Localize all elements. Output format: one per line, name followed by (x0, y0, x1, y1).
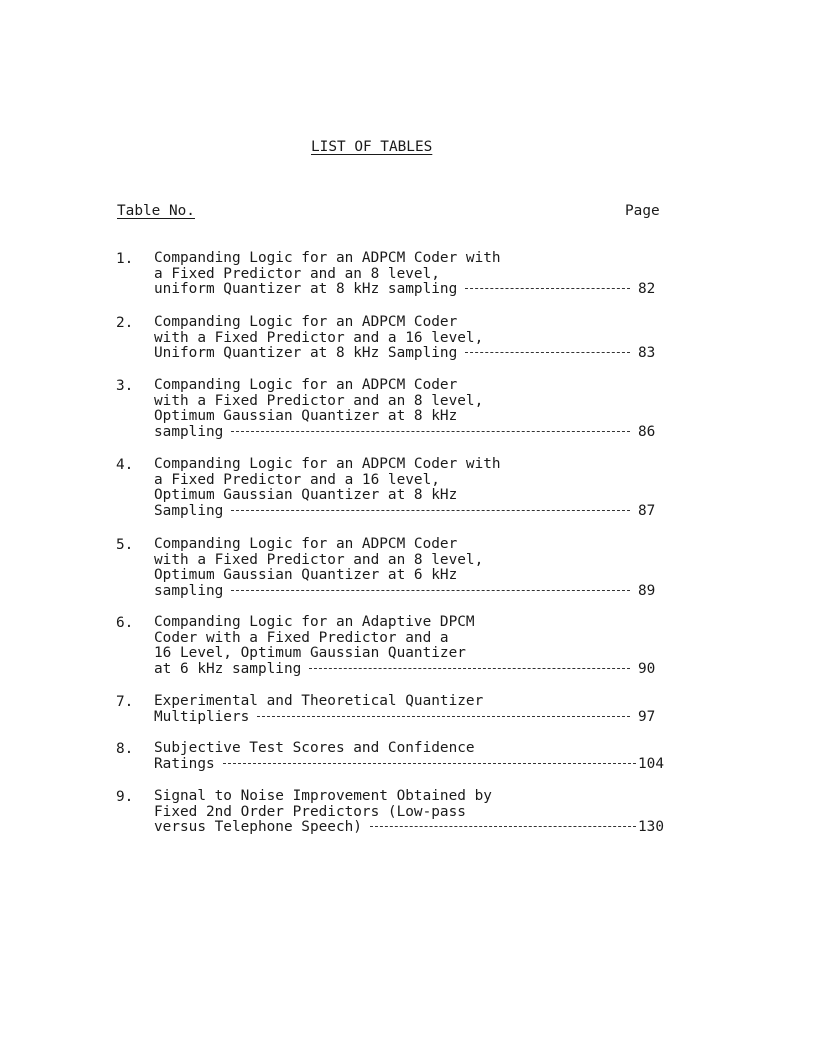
entry-caption (154, 537, 676, 599)
caption-line: Subjective Test Scores and Confidence (154, 740, 475, 756)
caption-line: sampling (154, 423, 224, 440)
entry-number: 4. (116, 457, 134, 473)
entry-caption (154, 694, 676, 725)
dot-leader (257, 714, 630, 717)
caption-line: Optimum Gaussian Quantizer at 6 kHz (154, 567, 458, 584)
page-number: 89 (638, 582, 656, 599)
entry-caption (154, 378, 676, 440)
caption-last-line (154, 662, 676, 678)
page-title: LIST OF TABLES (311, 139, 433, 155)
entry-number: 3. (116, 378, 134, 394)
caption-last-line (154, 282, 676, 298)
caption-line: uniform Quantizer at 8 kHz sampling (154, 281, 458, 298)
caption-last-line (154, 820, 676, 836)
dot-leader (231, 588, 630, 591)
dot-leader (465, 286, 630, 289)
caption-line: Companding Logic for an Adaptive DPCM (154, 614, 475, 630)
entry-number: 2. (116, 315, 134, 331)
caption-last-line (154, 584, 676, 600)
caption-last-line (154, 425, 676, 441)
caption-last-line (154, 757, 676, 773)
caption-line: Sampling (154, 502, 224, 519)
caption-line: Companding Logic for an ADPCM Coder (154, 377, 458, 393)
page-number: 83 (638, 345, 656, 362)
entry-number: 1. (116, 251, 134, 267)
caption-line: a Fixed Predictor and a 16 level, (154, 471, 440, 488)
caption-line: with a Fixed Predictor and a 16 level, (154, 329, 484, 346)
entry-number: 7. (116, 694, 134, 710)
dot-leader (231, 429, 630, 432)
dot-leader (370, 824, 636, 827)
caption-line: Fixed 2nd Order Predictors (Low-pass (154, 803, 466, 820)
entry-number: 6. (116, 615, 134, 631)
caption-line: with a Fixed Predictor and an 8 level, (154, 551, 484, 568)
caption-line: Companding Logic for an ADPCM Coder (154, 536, 458, 552)
caption-line: Optimum Gaussian Quantizer at 8 kHz (154, 487, 458, 504)
entry-caption (154, 315, 676, 362)
page-column-header: Page (625, 203, 660, 219)
caption-line: versus Telephone Speech) (154, 819, 362, 836)
caption-line: at 6 kHz sampling (154, 660, 302, 677)
page-number: 97 (638, 708, 656, 725)
caption-line: sampling (154, 582, 224, 599)
dot-leader (231, 508, 630, 511)
caption-last-line (154, 346, 676, 362)
entry-number: 9. (116, 789, 134, 805)
caption-line: Experimental and Theoretical Quantizer (154, 693, 484, 709)
dot-leader (309, 666, 630, 669)
entry-caption (154, 741, 676, 772)
caption-line: Coder with a Fixed Predictor and a (154, 629, 449, 646)
caption-line: a Fixed Predictor and an 8 level, (154, 265, 440, 282)
caption-line: Uniform Quantizer at 8 kHz Sampling (154, 345, 458, 362)
caption-line: Companding Logic for an ADPCM Coder with (154, 456, 501, 472)
page-number: 104 (638, 755, 664, 772)
entry-caption (154, 615, 676, 677)
entry-caption (154, 251, 676, 298)
caption-line: 16 Level, Optimum Gaussian Quantizer (154, 645, 466, 662)
page-number: 86 (638, 423, 656, 440)
caption-last-line (154, 710, 676, 726)
page-number: 90 (638, 660, 656, 677)
caption-line: Multipliers (154, 708, 250, 725)
page-number: 82 (638, 281, 656, 298)
entry-number: 8. (116, 741, 134, 757)
dot-leader (223, 761, 636, 764)
caption-line: Optimum Gaussian Quantizer at 8 kHz (154, 408, 458, 425)
caption-line: Ratings (154, 755, 215, 772)
dot-leader (465, 350, 630, 353)
caption-line: Companding Logic for an ADPCM Coder (154, 314, 458, 330)
caption-last-line (154, 504, 676, 520)
table-number-column-header: Table No. (117, 203, 195, 219)
page-number: 130 (638, 819, 664, 836)
entry-number: 5. (116, 537, 134, 553)
caption-line: Companding Logic for an ADPCM Coder with (154, 250, 501, 266)
entry-caption (154, 457, 676, 519)
page-number: 87 (638, 502, 656, 519)
caption-line: Signal to Noise Improvement Obtained by (154, 788, 492, 804)
entry-caption (154, 789, 676, 836)
caption-line: with a Fixed Predictor and an 8 level, (154, 392, 484, 409)
